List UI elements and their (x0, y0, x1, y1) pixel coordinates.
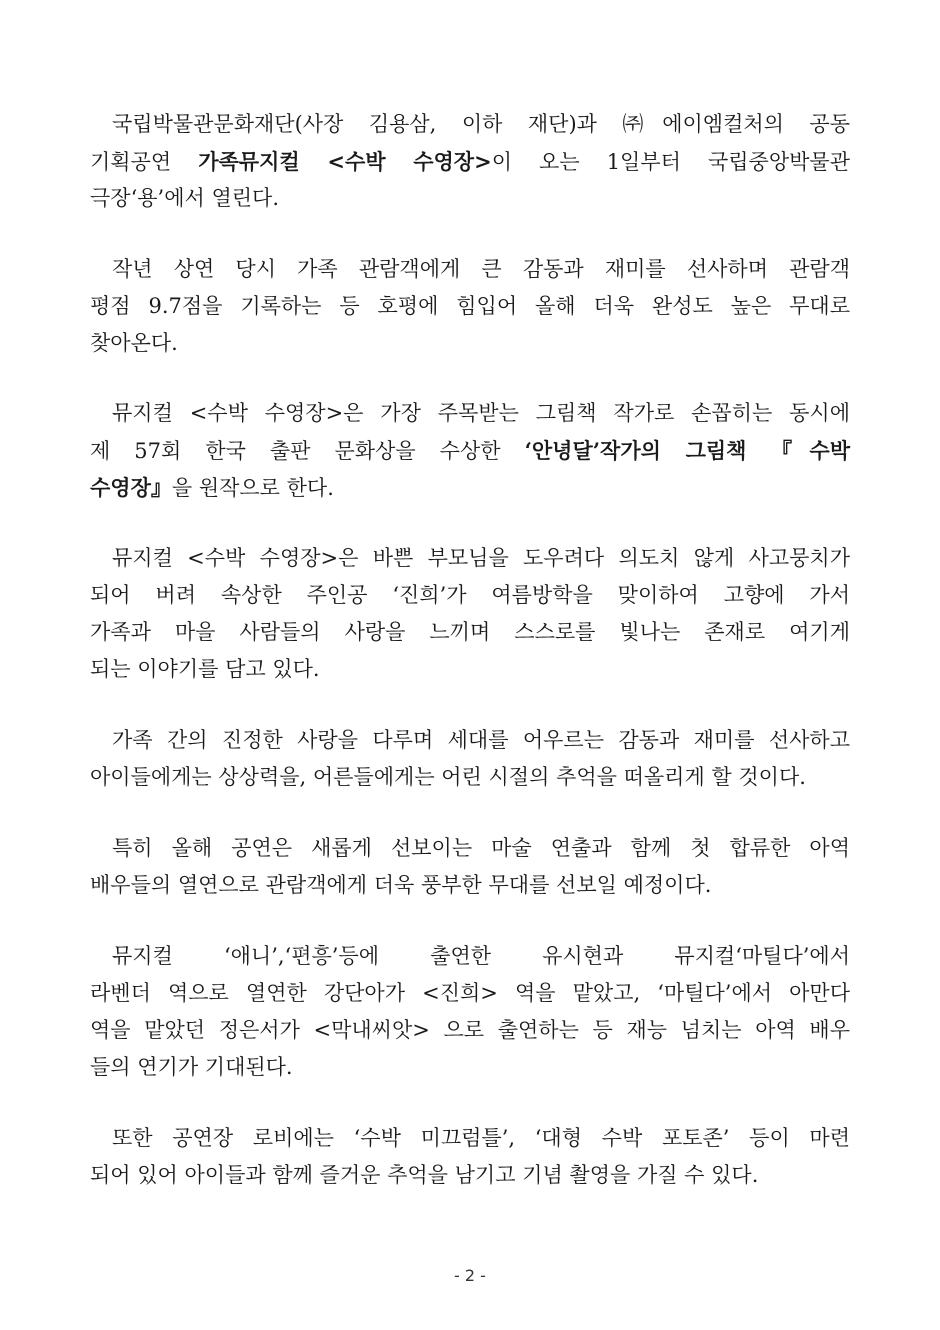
paragraph-1 (90, 106, 850, 217)
text-line: 되어 버려 속상한 주인공 ‘진희’가 여름방학을 맞이하여 고향에 가서 (90, 583, 850, 607)
text-line: 역을 맡았던 정은서가 <막내씨앗> 으로 출연하는 등 재능 넘치는 아역 배우 (90, 1018, 850, 1042)
text-line: 가족과 마을 사람들의 사랑을 느끼며 스스로를 빛나는 존재로 여기게 (90, 620, 850, 644)
text-line: 또한 공연장 로비에는 ‘수박 미끄럼틀’, ‘대형 수박 포토존’ 등이 마련 (112, 1126, 850, 1150)
paragraph-6 (90, 830, 850, 904)
paragraph-3 (90, 395, 850, 506)
text-line: 국립박물관문화재단(사장 김용삼, 이하 재단)과 ㈜에이엠컬처의 공동 (112, 112, 850, 136)
text-line: 제 57회 한국 출판 문화상을 수상한 ‘안녕달’작가의 그림책 『수박 (90, 438, 851, 463)
paragraph-2 (90, 251, 850, 362)
text-line: 뮤지컬 <수박 수영장>은 바쁜 부모님을 도우려다 의도치 않게 사고뭉치가 (112, 546, 850, 570)
paragraph-4 (90, 540, 850, 688)
text-line: 작년 상연 당시 가족 관람객에게 큰 감동과 재미를 선사하며 관람객 (112, 257, 850, 281)
text-line: 들의 연기가 기대된다. (90, 1055, 293, 1079)
text-line: 라벤더 역으로 열연한 강단아가 <진희> 역을 맡았고, ‘마틸다’에서 아만다 (90, 981, 850, 1005)
paragraph-8 (90, 1120, 850, 1194)
text-line: 기획공연 가족뮤지컬 <수박 수영장>이 오는 1일부터 국립중앙박물관 (90, 149, 850, 174)
text-line: 되어 있어 아이들과 함께 즐거운 추억을 남기고 기념 촬영을 가질 수 있다. (90, 1163, 759, 1187)
text-line: 뮤지컬 <수박 수영장>은 가장 주목받는 그림책 작가로 손꼽히는 동시에 (112, 401, 850, 425)
text-line: 특히 올해 공연은 새롭게 선보이는 마술 연출과 함께 첫 합류한 아역 (112, 836, 850, 860)
text-line: 배우들의 열연으로 관람객에게 더욱 풍부한 무대를 선보일 예정이다. (90, 873, 712, 897)
text-line: 되는 이야기를 담고 있다. (90, 657, 320, 681)
text-line: 수영장』을 원작으로 한다. (90, 475, 334, 500)
text-line: 아이들에게는 상상력을, 어른들에게는 어린 시절의 추억을 떠올리게 할 것이다. (90, 765, 806, 789)
page-number: - 2 - (454, 1266, 486, 1285)
paragraph-5 (90, 722, 850, 796)
bold-book-title: 수영장』 (90, 475, 172, 500)
text-line: 뮤지컬 ‘애니’,‘편흥’등에 출연한 유시현과 뮤지컬‘마틸다’에서 (112, 944, 850, 968)
text-line: 찾아온다. (90, 331, 178, 355)
text-line: 극장‘용’에서 열린다. (90, 186, 279, 210)
paragraph-7 (90, 938, 850, 1086)
bold-title: 가족뮤지컬 <수박 수영장> (198, 149, 492, 174)
bold-author-book: ‘안녕달’작가의 그림책 『수박 (524, 438, 851, 463)
text-line: 평점 9.7점을 기록하는 등 호평에 힘입어 올해 더욱 완성도 높은 무대로 (90, 294, 850, 318)
text-line: 가족 간의 진정한 사랑을 다루며 세대를 어우르는 감동과 재미를 선사하고 (112, 728, 850, 752)
